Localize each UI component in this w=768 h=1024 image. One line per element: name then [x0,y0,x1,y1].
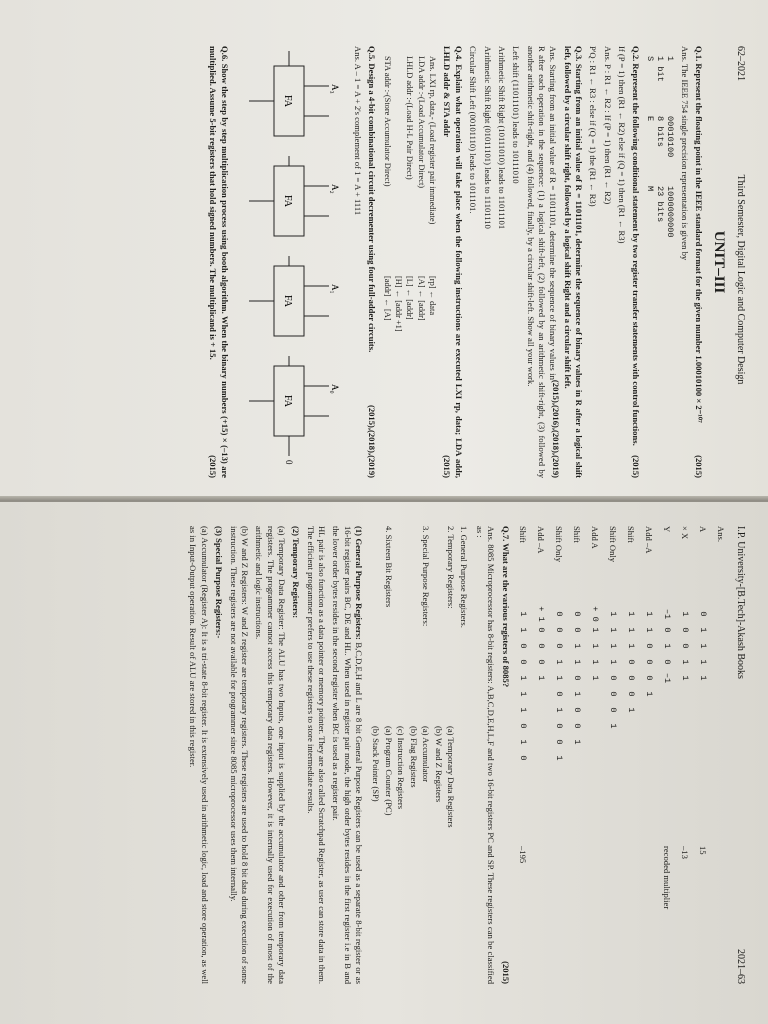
booth-bit: 0 [535,659,546,665]
booth-bit: 1 [517,739,528,745]
register-subclass: (b) Stack Pointer (SP) [371,726,382,802]
instruction-rtl: [rp] ← data [428,276,438,316]
booth-bit: 0 [535,643,546,649]
booth-label: Ans. [716,526,726,542]
booth-row [535,526,547,984]
booth-bit: 0 [535,627,546,633]
booth-bit: 0 [661,659,672,665]
booth-bit: 1 [607,627,618,633]
booth-bit: 0 [553,723,564,729]
instruction-rtl: [A] ← [addr] [416,276,426,321]
booth-bits [535,606,547,846]
accumulator-text: (a) Accumulator (Register A): It is a tri-state 8-bit register. It is extensively used in arithmetic logic, load and store operation, as well as in Input-Output operation. Result of ALU are stored in this register. [188,526,210,984]
temporary-data-register: (a) Temporary Data Register: The ALU has two Inputs, one input is supplied by the accumulator and other from temporary data registers. The programmer cannot access this temporary data registers. However, it is internally used for execution of most of the arithmetic and logic instructions. [254,526,287,984]
booth-row [697,526,709,984]
ieee-cell: M [645,186,656,192]
booth-bits [607,606,619,846]
answer-2: Ans. P : R1 ← R2 : If (P = 1) then (R1 ← R2) [602,46,613,205]
booth-row [679,526,691,984]
booth-bit: 0 [517,659,528,665]
booth-note [643,846,655,966]
ieee-cell: S [645,56,656,62]
booth-label: Add –A [643,526,654,554]
booth-bit: 1 [553,659,564,665]
booth-bit: 1 [517,707,528,713]
answer-1: Ans. The IEEE 754 single precision representation is given by [679,46,690,261]
booth-bit: 1 [625,643,636,649]
instruction-rtl: [addr] ← [A] [382,276,392,321]
answer-3-step-4: Circular Shift Left (00101110) leads to 1011101. [468,46,479,214]
decrementer-circuit-diagram [234,46,344,476]
booth-label: Y [661,526,672,533]
register-subclass: (a) Temporary Data Registers [446,726,457,828]
booth-multiplication-table [517,526,727,984]
booth-note: –195 [517,846,528,864]
booth-note [715,846,727,966]
booth-bit: 0 [625,675,636,681]
ieee-cell: 8 bits [655,116,666,147]
booth-bits [643,606,655,846]
booth-bit: 1 [697,659,708,665]
booth-note [607,846,619,966]
booth-label: Shift [517,526,528,543]
booth-row [607,526,619,984]
booth-bit: 1 [517,675,528,681]
temporary-registers-title: (2) Temporary Registers: [291,526,302,619]
answer-3-step-1: Left shift (11011101) leads to 10111010 [511,46,522,184]
booth-bit: 1 [679,675,690,681]
booth-bit: 1 [625,707,636,713]
booth-bit: 1 [607,659,618,665]
booth-bit: 0 [679,643,690,649]
full-adder-label: FA [281,394,293,408]
booth-bit: 0 [607,707,618,713]
register-class: 1. General Purpose Registers. [458,526,469,628]
booth-bit: 1 [697,675,708,681]
booth-bit: 1 [571,691,582,697]
question-3: Q.3. Starting from an initial value of R = 11011101, determine the sequence of binary values in R after a logical shift left, followed by a circular shift right, followed by a logical shift Right and a circular shift left. (2015),(2016),(2018),(2019) [551,46,584,478]
booth-bit: 1 [697,627,708,633]
booth-row [715,526,727,984]
booth-bit: 1 [607,611,618,617]
carry-in-label: 0 [283,460,294,465]
booth-bit: 0 [571,627,582,633]
right-page-header [735,526,746,984]
instruction-desc: LHLD addr :-(Load H-L Pair Direct) [405,56,415,180]
booth-bit: –1 [661,672,672,684]
question-4: Q.4. Explain what operation will take place when the following instructions are executed LXI rp, data; LDA addr, LHLD addr & STA addr (2015) [442,46,464,478]
special-registers-title: (3) Special Purpose Registers:- [214,526,225,639]
left-page [0,0,768,500]
booth-bit: 0 [571,707,582,713]
booth-bit: 0 [571,723,582,729]
full-adder-label: FA [281,194,293,208]
booth-bit: 0 [517,643,528,649]
instruction-desc: LDA addr :-(Load Accumulator Direct) [416,56,426,189]
adder-input-label: A₁ [329,284,340,294]
booth-bit: + 0 [589,606,600,622]
wz-registers: (b) W and Z Registers: W and Z register are temporary registers. These registers are used to hold 8 bit data during execution of some instruction. These registers are not available for programmer since 8085 microprocessor uses them internally. [228,526,250,984]
register-class [395,526,407,726]
instruction-desc [393,56,404,276]
register-class: 2. Temporary Registers: [446,526,457,609]
booth-bit: 0 [571,611,582,617]
booth-bit: 1 [517,691,528,697]
register-class [407,526,419,726]
question-2-statement: If (P = 1) then (R1 ← R2) else if (Q = 1) then (R1 ← R3) [616,46,627,244]
booth-bit: 0 [607,675,618,681]
booth-label: Shift [571,526,582,543]
full-adder-label: FA [281,294,293,308]
running-title: I.P. University-[B.Tech]-Akash Books [735,526,746,679]
register-classification [370,526,470,984]
question-1: Q.1. Represent the floating point in the IEEE standard format for the given number 1.00010100 × 2⁻¹⁰⁷ (2015) [694,46,704,478]
booth-bit: 1 [553,707,564,713]
booth-bit: 1 [679,659,690,665]
booth-bit: 1 [571,739,582,745]
booth-row [517,526,529,984]
booth-label: Shift Only [607,526,618,563]
booth-bit: 1 [517,611,528,617]
booth-bit: 1 [589,627,600,633]
booth-note [625,846,637,966]
booth-bit: 0 [643,675,654,681]
instruction-rtl: [L] ← [addr] [405,276,415,320]
right-page [0,502,768,1024]
hl-pair-text: HL pair is also function as a data pointer or memory pointer. They are also called Scratchpad Register, as user can store data in them. The efficient programmer prefers to use these registers to store intermediate results. [305,526,327,984]
answer-3-step-2: Arithmetic Shift Right (10111010) leads to 11011101 [496,46,507,230]
booth-bit: 0 [643,659,654,665]
booth-label: Add A [589,526,600,549]
booth-bit: 1 [661,643,672,649]
booth-bits [571,606,583,846]
booth-label: Add –A [535,526,546,554]
booth-row [625,526,637,984]
booth-bits [553,606,565,846]
booth-bit: 1 [643,611,654,617]
ieee-cell: E [645,116,656,122]
question-5: Q.5. Design a 4-bit combinational circuit decrementer using four full-adder circuits. (2015),(2018),(2019) [367,46,378,478]
booth-bit: 0 [553,627,564,633]
page-number: 62–2021 [735,46,746,81]
question-7: Q.7. What are the various registers of 8085? (2015) [500,526,511,984]
booth-bit: 1 [571,643,582,649]
register-subclass: (c) Instruction Registers [396,726,407,810]
booth-label: A [697,526,708,533]
instruction-desc: Ans. LXI rp, data,- (Load register pair immediate) [428,56,438,225]
booth-bits [589,606,601,846]
booth-row [571,526,583,984]
booth-row [661,526,673,984]
ieee-format-table [645,56,675,478]
question-2: Q.2. Represent the following conditional statement by two register transfer statements with control functions. (2015) [631,46,642,478]
gp-registers: (1) General Purpose Registers: B,C,D,E,H and L are 8 bit General Purpose Registers can be used as a separate 8-bit register or as 16-bit register pairs BC, DE and HL. When used in register pair mode, the high order bytes resides in the first register i.e in B and the lower order bytes resides in the second register when BC is used as a register pair. [331,526,364,984]
booth-label: Shift [625,526,636,543]
register-class: 4. Sixteen Bit Registers [383,526,394,608]
booth-bit: –1 [661,608,672,620]
booth-bit: 0 [625,659,636,665]
answer-5: Ans. A – 1 = A + 2's complement of 1 = A + 1111 [353,46,364,216]
booth-bit: 0 [679,627,690,633]
booth-note [553,846,565,966]
booth-note [535,846,547,966]
instruction-desc: STA addr :-(Store Accumulator Direct) [382,56,392,187]
booth-bit: 1 [553,675,564,681]
unit-title: UNIT–III [711,230,727,294]
register-class [370,526,382,726]
booth-bits [697,606,709,846]
ieee-cell: 1 [665,56,676,62]
booth-label: × X [679,526,690,540]
register-subclass: (a) Accumulator [421,726,432,783]
booth-bit: 1 [625,627,636,633]
page-number: 2021–63 [735,949,746,984]
register-subclass: (b) Flag Registers [408,726,419,788]
booth-bits [661,606,673,846]
booth-bit: 0 [697,611,708,617]
booth-bits [679,606,691,846]
booth-note: 15 [697,846,708,855]
booth-bit: 0 [661,627,672,633]
booth-bit: 1 [679,611,690,617]
booth-label: Shift Only [553,526,564,563]
adder-input-label: A₃ [329,84,340,94]
booth-bits [715,606,727,846]
register-class: 3. Special Purpose Registers: [421,526,432,627]
ieee-cell: 23 bits [655,186,666,223]
answer-7: Ans. 8085 Microprocessor has 8-bit registers: A,B,C,D,E,H,L,F and two 16-bit registers PC and SP. These registers can be classified as : [474,526,497,984]
ieee-cell: 00010100 [665,116,676,158]
answer-2-line2: P'Q : R1 ← R3 : else if (Q = 1) the (R1 ← R3) [588,46,599,207]
booth-bit: 0 [643,643,654,649]
booth-bits [517,606,529,846]
booth-bit: + 1 [535,606,546,622]
booth-bit: 1 [535,675,546,681]
adder-input-label: A₂ [329,184,340,194]
answer-3: Ans. Starting from an initial value of R = 11011101, determine the sequence of binary values in R after each operation in the sequence: (1) a logical shift-left, (2) followed by an arithmetic shift-right, (3) followed by another arithmetic shift-right, and (4) followed, finally, by a circular shift-left. Show all your work. [525,46,559,478]
ieee-cell: 1000000000 [665,186,676,238]
booth-bit: 1 [589,675,600,681]
booth-bit: 1 [697,643,708,649]
left-page-header [735,46,746,478]
booth-bit: 0 [571,675,582,681]
booth-bit: 0 [625,691,636,697]
running-title: Third Semester, Digital Logic and Computer Design [735,174,746,385]
instruction-table [381,56,438,478]
question-6: Q.6. Show the step by step multiplication process using booth algorithm. When the binary numbers (+15) × (–13) are multiplied. Assume 5-bit registers that hold signed numbers. The multiplicand is + 15. (2015) [208,46,230,478]
booth-bit: 0 [553,643,564,649]
booth-row [589,526,601,984]
booth-row [553,526,565,984]
register-subclass: (a) Program Counter (PC) [383,726,394,816]
booth-bit: 0 [553,611,564,617]
booth-bit: 1 [643,627,654,633]
booth-bit: 1 [607,723,618,729]
full-adder-label: FA [281,94,293,108]
register-subclass: (b) W and Z Registers [433,726,444,803]
booth-bit: 1 [589,659,600,665]
booth-bit: 0 [517,723,528,729]
booth-note [571,846,583,966]
booth-bit: 1 [589,643,600,649]
booth-bit: 1 [517,627,528,633]
booth-note: –13 [679,846,690,859]
answer-3-step-3: Arithmetic Shift Right (01011101) leads to 11101110 [482,46,493,229]
booth-note [589,846,601,966]
booth-bit: 1 [607,643,618,649]
booth-bit: 1 [571,659,582,665]
booth-bit: 1 [625,611,636,617]
ieee-cell: 1 bit [655,56,666,82]
booth-bit: 1 [643,691,654,697]
booth-bit: 0 [607,691,618,697]
booth-bits [625,606,637,846]
booth-bit: 0 [553,739,564,745]
instruction-rtl: [H] ← [addr +1] [394,276,404,332]
register-class [432,526,444,726]
booth-bit: 0 [517,755,528,761]
booth-bit: 1 [553,755,564,761]
register-subclass [457,726,469,926]
booth-row [643,526,655,984]
booth-bit: 0 [553,691,564,697]
adder-input-label: A₀ [329,384,340,394]
booth-note: recoded multiplier [661,846,672,910]
